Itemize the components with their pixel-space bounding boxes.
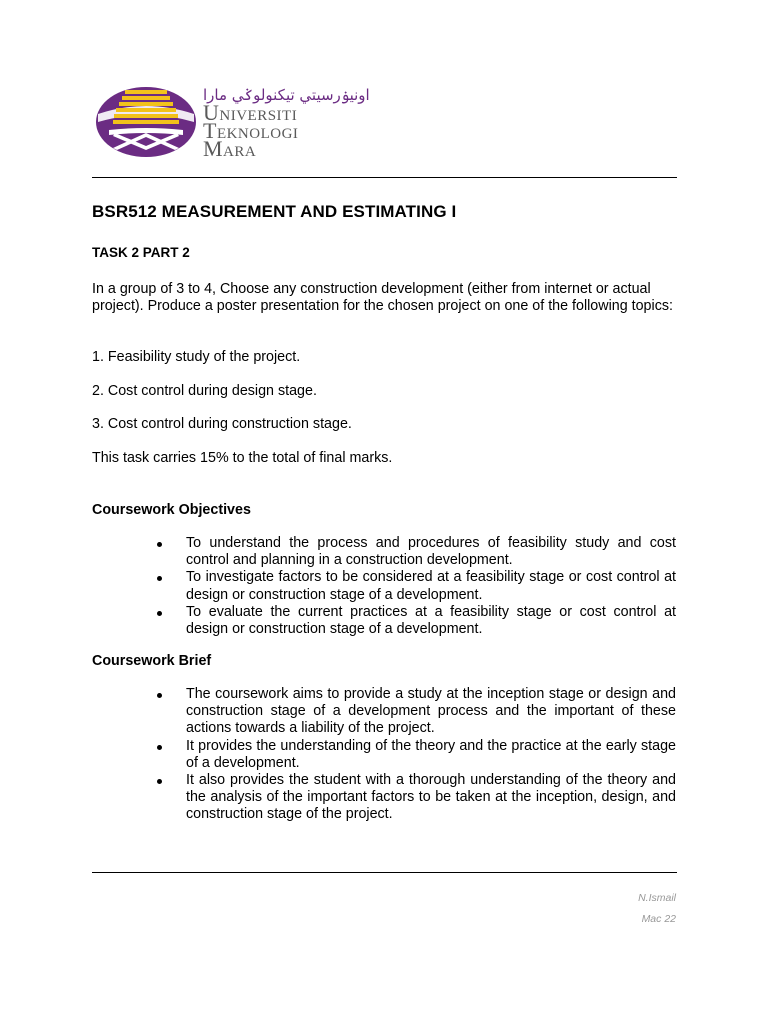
list-item: [152, 738, 676, 772]
footer-divider: [92, 872, 677, 873]
list-item-text: It provides the understanding of the theory and the practice at the early stage of a development.: [186, 737, 676, 771]
intro-paragraph: In a group of 3 to 4, Choose any construction development (either from internet or actual project). Produce a poster presentation for the chosen project on one of the following topics:: [92, 281, 673, 315]
list-item-text: To evaluate the current practices at a feasibility stage or cost control at design or construction stage of a development.: [186, 603, 676, 638]
brief-list: [152, 686, 676, 824]
bullet-icon: [157, 611, 162, 616]
topic-item: 2. Cost control during design stage.: [92, 383, 317, 399]
objectives-list: [152, 535, 676, 638]
bullet-icon: [157, 576, 162, 581]
bullet-icon: [157, 693, 162, 698]
logo-line-mara: Mara: [203, 136, 257, 161]
list-item-text: To understand the process and procedures of feasibility study and cost control and planning in a construction development.: [186, 535, 676, 569]
header-divider: [92, 177, 677, 178]
footer-date: Mac 22: [641, 913, 676, 925]
list-item: [152, 772, 676, 824]
list-item-text: The coursework aims to provide a study at the inception stage or design and construction stage of a development process and the important of these actions towards a liability of the project.: [186, 686, 676, 737]
bullet-icon: [157, 745, 162, 750]
objectives-heading: Coursework Objectives: [92, 502, 251, 518]
list-item: [152, 604, 676, 638]
course-title: BSR512 MEASUREMENT AND ESTIMATING I: [92, 202, 457, 221]
footer-author: N.Ismail: [638, 892, 676, 904]
topic-item: 3. Cost control during construction stage.: [92, 416, 352, 432]
uitm-logo: [95, 86, 385, 161]
brief-heading: Coursework Brief: [92, 653, 212, 669]
list-item: [152, 569, 676, 603]
list-item: [152, 535, 676, 569]
list-item-text: To investigate factors to be considered at a feasibility stage or cost control at design or construction stage of a development.: [186, 569, 676, 603]
logo-line-teknologi: Teknologi: [203, 118, 299, 143]
task-title: TASK 2 PART 2: [92, 245, 190, 260]
list-item: [152, 686, 676, 738]
list-item-text: It also provides the student with a thorough understanding of the theory and the analysis of the important factors to be taken at the inception, design, and construction stage of the project.: [186, 772, 676, 823]
uitm-emblem-icon: [95, 86, 197, 158]
logo-line-universiti: Universiti: [203, 100, 298, 125]
bullet-icon: [157, 542, 162, 547]
topic-item: 1. Feasibility study of the project.: [92, 349, 301, 365]
marks-note: This task carries 15% to the total of final marks.: [92, 450, 393, 466]
bullet-icon: [157, 779, 162, 784]
logo-jawi-text: اونيۏرسيتي تيكنولوݢي مارا: [203, 86, 370, 104]
